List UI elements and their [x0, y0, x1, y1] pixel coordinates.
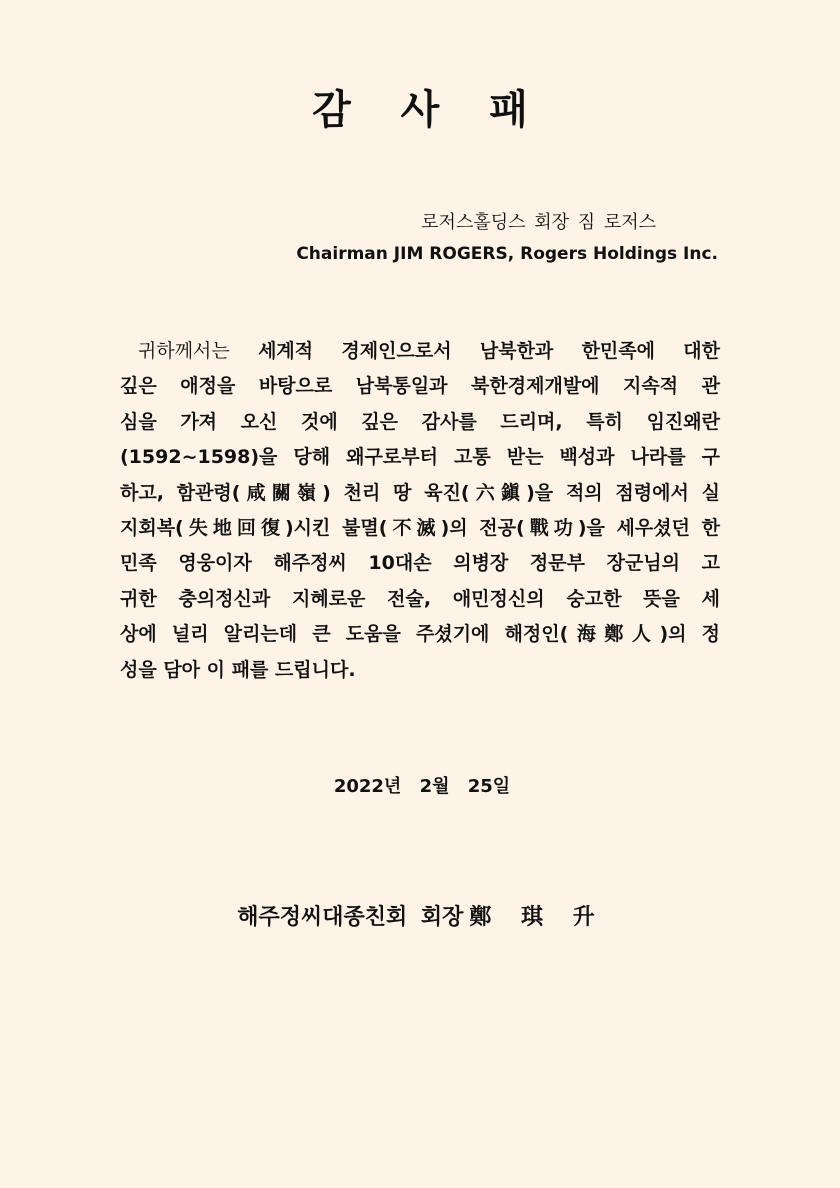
signature-organization: 해주정씨대종친회 회장 — [237, 905, 464, 930]
body-line-text: 세계적 경제인으로서 남북한과 한민족에 대한 — [258, 340, 720, 362]
signature-name: 鄭 琪 升 — [469, 904, 603, 930]
recipient-block — [296, 208, 718, 270]
body-line-3: 심을 가져 오신 것에 깊은 감사를 드리며, 특히 임진왜란 — [120, 410, 720, 433]
body-line-9: 상에 널리 알리는데 큰 도움을 주셨기에 해정인(海鄭人)의 정 — [120, 623, 720, 646]
body-line-2: 깊은 애정을 바탕으로 남북통일과 북한경제개발에 지속적 관 — [120, 375, 720, 398]
body-line-10: 성을 담아 이 패를 드립니다. — [120, 658, 356, 681]
body-line-7: 민족 영웅이자 해주정씨 10대손 의병장 정문부 장군님의 고 — [120, 552, 720, 575]
body-line-5: 하고, 함관령(咸關嶺) 천리 땅 육진(六鎭)을 적의 점령에서 실 — [120, 481, 720, 504]
body-paragraph — [120, 334, 720, 688]
signature-block — [0, 900, 840, 931]
recipient-korean: 로저스홀딩스 회장 짐 로저스 — [421, 212, 656, 233]
body-lead: 귀하께서는 — [138, 340, 230, 362]
recipient-english: Chairman JIM ROGERS, Rogers Holdings Inc. — [296, 244, 718, 264]
body-line-8: 귀한 충의정신과 지혜로운 전술, 애민정신의 숭고한 뜻을 세 — [120, 587, 720, 610]
plaque-title: 감 사 패 — [312, 87, 546, 133]
award-date: 2022년 2월 25일 — [333, 776, 511, 797]
body-line-6: 지회복(失地回復)시킨 불멸(不滅)의 전공(戰功)을 세우셨던 한 — [120, 517, 720, 540]
body-line-1 — [120, 334, 720, 369]
body-line-4: (1592~1598)을 당해 왜구로부터 고통 받는 백성과 나라를 구 — [120, 446, 720, 469]
